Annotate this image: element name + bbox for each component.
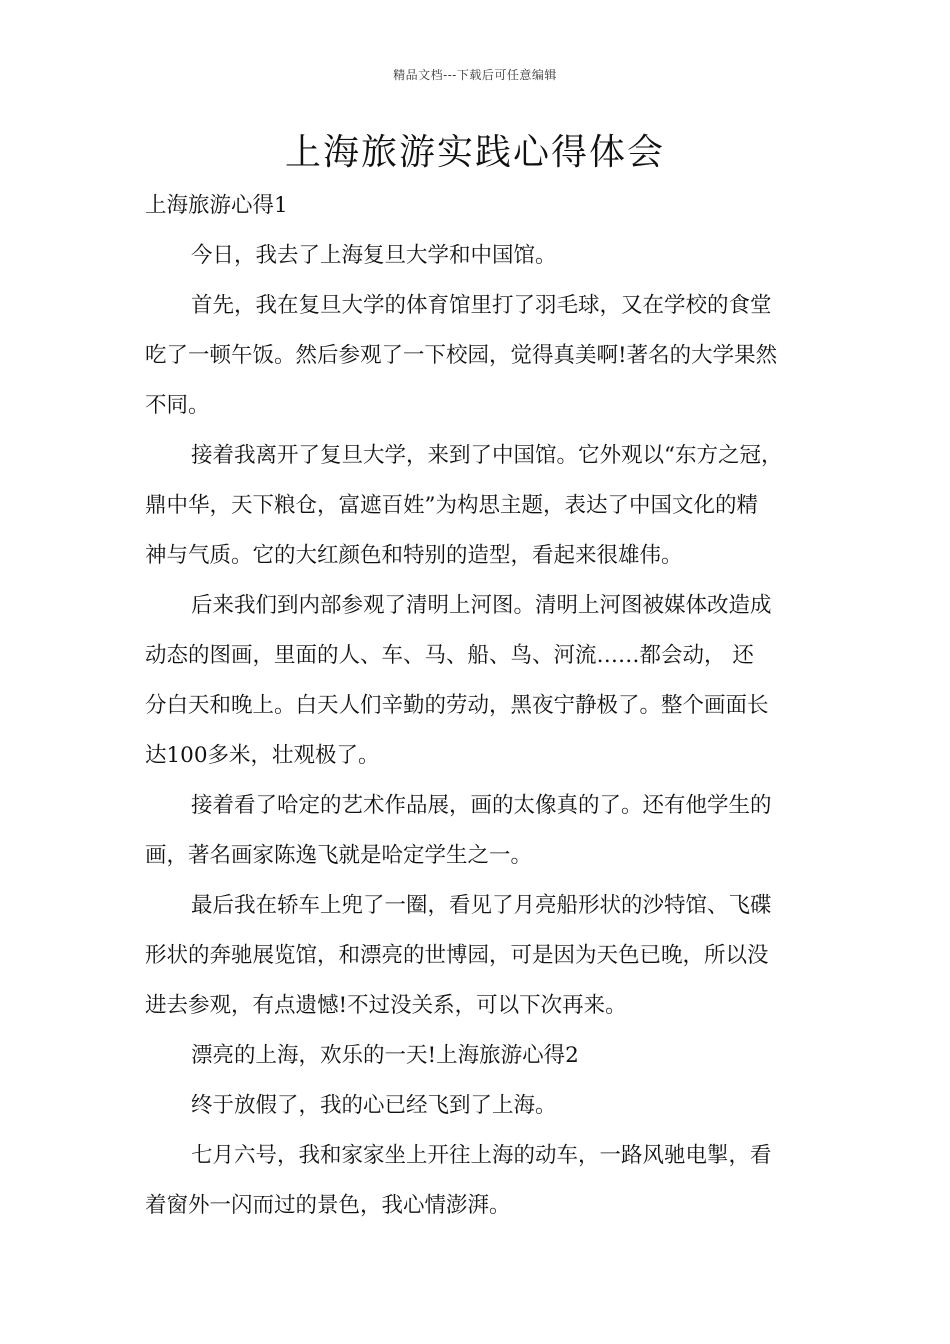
document-title: 上海旅游实践心得体会 bbox=[284, 132, 665, 173]
paragraph-line: 进去参观，有点遗憾!不过没关系，可以下次再来。 bbox=[145, 993, 627, 1018]
section-heading-1: 上海旅游心得1 bbox=[145, 193, 288, 218]
paragraph-line: 达100多米，壮观极了。 bbox=[145, 743, 380, 768]
paragraph-line: 不同。 bbox=[145, 393, 210, 418]
paragraph-line: 动态的图画，里面的人、车、马、船、鸟、河流……都会动， 还 bbox=[145, 643, 754, 668]
paragraph-line: 七月六号，我和家家坐上开往上海的动车，一路风驰电掣，看 bbox=[191, 1143, 772, 1168]
paragraph-line: 吃了一顿午饭。然后参观了一下校园，觉得真美啊!著名的大学果然 bbox=[145, 343, 778, 368]
paragraph-line: 后来我们到内部参观了清明上河图。清明上河图被媒体改造成 bbox=[191, 593, 772, 618]
paragraph-line: 首先，我在复旦大学的体育馆里打了羽毛球，又在学校的食堂 bbox=[191, 293, 772, 318]
paragraph-line: 形状的奔驰展览馆，和漂亮的世博园，可是因为天色已晚，所以没 bbox=[145, 943, 769, 968]
paragraph-line: 最后我在轿车上兜了一圈，看见了月亮船形状的沙特馆、飞碟 bbox=[191, 893, 772, 918]
paragraph-line: 接着看了哈定的艺术作品展，画的太像真的了。还有他学生的 bbox=[191, 793, 772, 818]
header-note: 精品文档---下载后可任意编辑 bbox=[393, 68, 557, 82]
paragraph-line: 着窗外一闪而过的景色，我心情澎湃。 bbox=[145, 1193, 511, 1218]
section-heading-2: 漂亮的上海，欢乐的一天!上海旅游心得2 bbox=[191, 1043, 579, 1068]
paragraph-line: 神与气质。它的大红颜色和特别的造型，看起来很雄伟。 bbox=[145, 543, 683, 568]
paragraph-line: 今日，我去了上海复旦大学和中国馆。 bbox=[191, 243, 557, 268]
paragraph-line: 终于放假了，我的心已经飞到了上海。 bbox=[191, 1093, 557, 1118]
document-body bbox=[145, 181, 815, 1231]
paragraph-line: 分白天和晚上。白天人们辛勤的劳动，黑夜宁静极了。整个画面长 bbox=[145, 693, 769, 718]
paragraph-line: 接着我离开了复旦大学，来到了中国馆。它外观以“东方之冠， bbox=[191, 443, 783, 468]
paragraph-line: 鼎中华，天下粮仓，富遮百姓”为构思主题，表达了中国文化的精 bbox=[145, 493, 758, 518]
paragraph-line: 画，著名画家陈逸飞就是哈定学生之一。 bbox=[145, 843, 533, 868]
